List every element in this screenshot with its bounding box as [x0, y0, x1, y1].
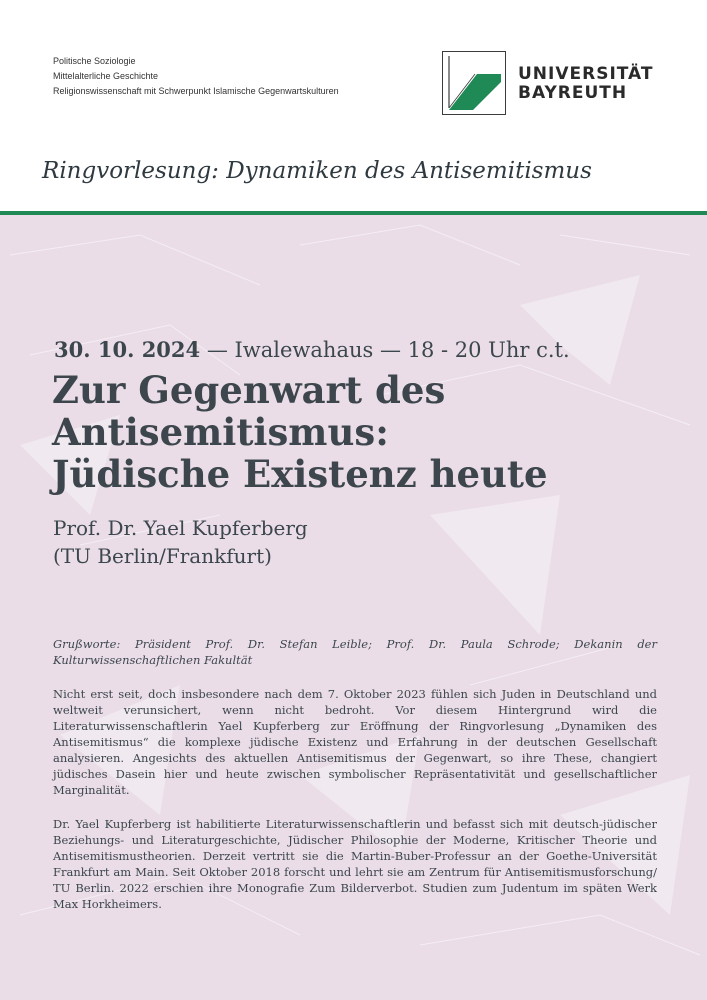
event-title [52, 369, 548, 495]
speaker-name: Prof. Dr. Yael Kupferberg [53, 516, 308, 540]
description-paragraph: Nicht erst seit, doch insbesondere nach dem 7. Oktober 2023 fühlen sich Juden in Deutschland und weltweit verunsichert, wenn nicht bedroht. Vor diesem Hintergrund wird die Literaturwissenschaftlerin Yael Kupferberg zur Eröffnung der Ringvorlesung „Dynamiken des Antisemitismus“ die komplexe jüdische Existenz und Erfahrung in der deutschen Gesellschaft analysieren. Angesichts des aktuellen Antisemitismus der Gegenwart, so ihre These, changiert jüdisches Dasein hier und heute zwischen symbolischer Repräsentativität und gesellschaftlicher Marginalität. [53, 687, 657, 797]
department-item: Mittelalterliche Geschichte [53, 71, 159, 81]
speaker-affiliation: (TU Berlin/Frankfurt) [53, 544, 272, 568]
department-item: Religionswissenschaft mit Schwerpunkt Islamische Gegenwartskulturen [53, 86, 339, 96]
title-line: Antisemitismus: [52, 410, 389, 454]
logo-line-1: UNIVERSITÄT [518, 64, 654, 84]
speaker-block [53, 514, 308, 570]
department-item: Politische Soziologie [53, 56, 136, 66]
series-title: Ringvorlesung: Dynamiken des Antisemitismus [42, 158, 592, 184]
event-place-time: — Iwalewahaus — 18 - 20 Uhr c.t. [200, 338, 570, 362]
greetings-text: Grußworte: Präsident Prof. Dr. Stefan Leible; Prof. Dr. Paula Schrode; Dekanin der Kulturwissenschaftlichen Fakultät [53, 637, 657, 667]
bio-paragraph: Dr. Yael Kupferberg ist habilitierte Literaturwissenschaftlerin und befasst sich mit deutsch-jüdischer Beziehungs- und Literaturgeschichte, Jüdischer Philosophie der Moderne, Kritischer Theorie und Antisemitismustheorien. Derzeit vertritt sie die Martin-Buber-Professur an der Goethe-Universität Frankfurt am Main. Seit Oktober 2018 forscht und lehrt sie am Zentrum für Antisemitismusforschung/ TU Berlin. 2022 erschien ihre Monografie Zum Bilderverbot. Studien zum Judentum im späten Werk Max Horkheimers. [53, 817, 657, 911]
event-dateline [54, 337, 570, 362]
event-date: 30. 10. 2024 [54, 337, 201, 362]
logo-line-2: BAYREUTH [518, 83, 628, 103]
title-line: Jüdische Existenz heute [52, 452, 548, 496]
title-line: Zur Gegenwart des [52, 368, 446, 412]
